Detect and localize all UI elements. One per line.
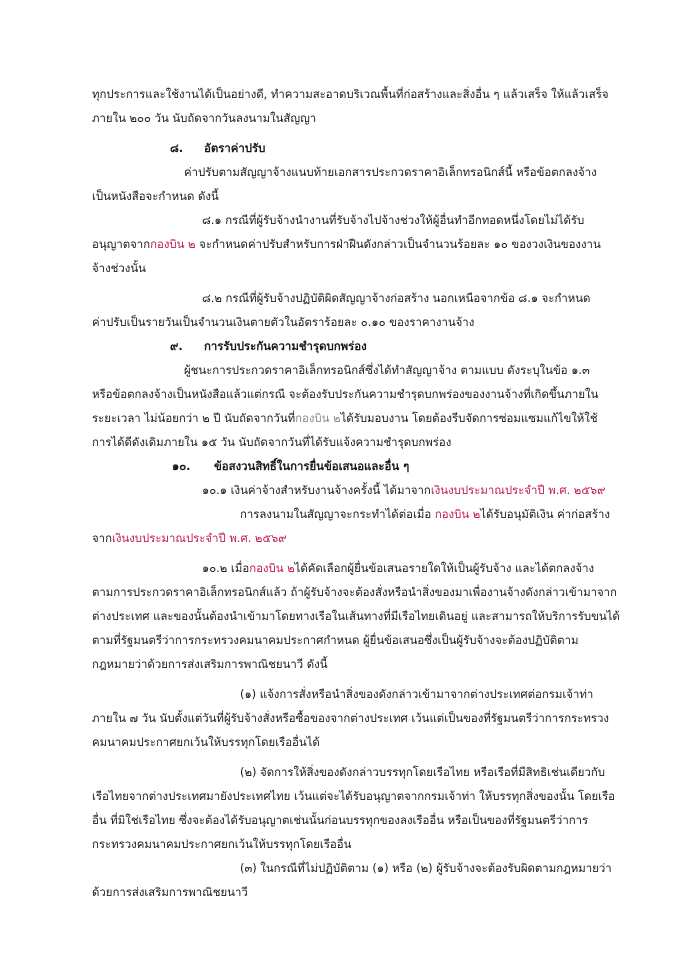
body-line: คมนาคมประกาศยกเว้นให้บรรทุกโดยเรืออื่นได้ [92,735,320,749]
body-line: ภายใน ๒๐๐ วัน นับถัดจากวันลงนามในสัญญา [92,111,317,125]
body-line [92,502,630,526]
body-line: ต่างประเทศ และของนั้นต้องนำเข้ามาโดยทางเรือในเส้นทางที่มีเรือไทยเดินอยู่ และสามารถให้บริการรับขนได้ [92,609,620,623]
section-9-heading [92,334,630,358]
section-number: ๙. [170,339,183,353]
text-span: ได้คัดเลือกผู้ยื่นข้อเสนอรายใดให้เป็นผู้รับจ้าง และได้ตกลงจ้าง [294,561,595,575]
body-line: การได้ดีดังเดิมภายใน ๑๕ วัน นับถัดจากวันที่ได้รับแจ้งความชำรุดบกพร่อง [92,435,452,449]
highlighted-text: เงินงบประมาณประจำปี พ.ศ. ๒๕๖๙ [111,531,287,545]
text-span: ได้รับอนุมัติเงิน ค่าก่อสร้าง [480,507,610,521]
section-number: ๘. [170,141,184,155]
text-span: การลงนามในสัญญาจะกระทำได้ต่อเมื่อ [240,507,435,521]
body-line: เรือไทยจากต่างประเทศมายังประเทศไทย เว้นแต่จะได้รับอนุญาตจากกรมเจ้าท่า ให้บรรทุกสิ่งของนั้น โดยเรือ [92,789,616,803]
body-line: เป็นหนังสือจะกำหนด ดังนี้ [92,189,219,203]
text-span: ๑๐.๑ เงินค่าจ้างสำหรับงานจ้างครั้งนี้ ได้มาจาก [202,483,431,497]
text-span: ๑๐.๒ เมื่อ [202,561,250,575]
body-line [92,478,630,502]
body-line: ค่าปรับตามสัญญาจ้างแนบท้ายเอกสารประกวดราคาอิเล็กทรอนิกส์นี้ หรือข้อตกลงจ้าง [184,165,597,179]
body-line: (๒) จัดการให้สิ่งของดังกล่าวบรรทุกโดยเรือไทย หรือเรือที่มีสิทธิเช่นเดียวกับ [240,765,605,779]
section-title: ข้อสงวนสิทธิ์ในการยื่นข้อเสนอและอื่น ๆ [214,459,410,473]
body-line [92,406,630,430]
text-span: ระยะเวลา ไม่น้อยกว่า ๒ ปี นับถัดจากวันที่ [92,411,296,425]
body-line: ค่าปรับเป็นรายวันเป็นจำนวนเงินตายตัวในอัตราร้อยละ ๐.๑๐ ของราคางานจ้าง [92,315,475,329]
text-span: จะกำหนดค่าปรับสำหรับการฝ่าฝืนดังกล่าวเป็นจำนวนร้อยละ ๑๐ ของวงเงินของงาน [195,237,601,251]
body-line [92,556,630,580]
section-number: ๑๐. [172,459,191,473]
body-line: ภายใน ๗ วัน นับตั้งแต่วันที่ผู้รับจ้างสั่งหรือซื้อของจากต่างประเทศ เว้นแต่เป็นของที่รัฐมนตรีว่าการกระทรวง [92,711,609,725]
body-line [92,526,630,550]
section-title: อัตราค่าปรับ [204,141,266,155]
body-line: ทุกประการและใช้งานได้เป็นอย่างดี, ทำความสะอาดบริเวณพื้นที่ก่อสร้างและสิ่งอื่น ๆ แล้วเสร็จ ให้แล้วเสร็จ [92,87,609,101]
body-line: (๓) ในกรณีที่ไม่ปฏิบัติตาม (๑) หรือ (๒) ผู้รับจ้างจะต้องรับผิดตามกฎหมายว่า [240,861,612,875]
body-line: จ้างช่วงนั้น [92,261,146,275]
text-span: ได้รับมอบงาน โดยต้องรีบจัดการซ่อมแซมแก้ไขให้ใช้ [340,411,598,425]
section-8-heading [92,136,630,160]
highlighted-text: กองบิน ๒ [249,561,295,575]
body-line: กฎหมายว่าด้วยการส่งเสริมการพาณิชยนาวี ดังนี้ [92,657,328,671]
highlighted-text: กองบิน ๒ [150,237,196,251]
body-line: ตามที่รัฐมนตรีว่าการกระทรวงคมนาคมประกาศกำหนด ผู้ยื่นข้อเสนอซึ่งเป็นผู้รับจ้างจะต้องปฏิบัติตาม [92,633,579,647]
highlighted-text: กองบิน ๒ [434,507,481,521]
body-line: หรือข้อตกลงจ้างเป็นหนังสือแล้วแต่กรณี จะต้องรับประกันความชำรุดบกพร่องของงานจ้างที่เกิดขึ้นภายใน [92,387,599,401]
section-10-heading [92,454,630,478]
body-line: ตามการประกวดราคาอิเล็กทรอนิกส์แล้ว ถ้าผู้รับจ้างจะต้องสั่งหรือนำสิ่งของมาเพื่องานจ้างดังกล่าวเข้ามาจาก [92,585,617,599]
text-span: อนุญาตจาก [92,237,151,251]
body-line: (๑) แจ้งการสั่งหรือนำสิ่งของดังกล่าวเข้ามาจากต่างประเทศต่อกรมเจ้าท่า [240,687,594,701]
body-line: กระทรวงคมนาคมประกาศยกเว้นให้บรรทุกโดยเรืออื่น [92,837,352,851]
body-line: ผู้ชนะการประกวดราคาอิเล็กทรอนิกส์ซึ่งได้ทำสัญญาจ้าง ตามแบบ ดังระบุในข้อ ๑.๓ [184,363,590,377]
body-line: ด้วยการส่งเสริมการพาณิชยนาวี [92,885,248,899]
body-line [92,232,630,256]
body-line: อื่น ที่มิใช่เรือไทย ซึ่งจะต้องได้รับอนุญาตเช่นนั้นก่อนบรรทุกของลงเรืออื่น หรือเป็นของที่รัฐมนตรีว่าการ [92,813,589,827]
faded-text: กองบิน ๒ [295,411,341,425]
body-line: ๘.๒ กรณีที่ผู้รับจ้างปฏิบัติผิดสัญญาจ้างก่อสร้าง นอกเหนือจากข้อ ๘.๑ จะกำหนด [202,291,591,305]
body-line: ๘.๑ กรณีที่ผู้รับจ้างนำงานที่รับจ้างไปจ้างช่วงให้ผู้อื่นทำอีกทอดหนึ่งโดยไม่ได้รับ [202,213,585,227]
section-title: การรับประกันความชำรุดบกพร่อง [204,339,367,353]
highlighted-text: เงินงบประมาณประจำปี พ.ศ. ๒๕๖๙ [430,483,606,497]
text-span: จาก [92,531,112,545]
